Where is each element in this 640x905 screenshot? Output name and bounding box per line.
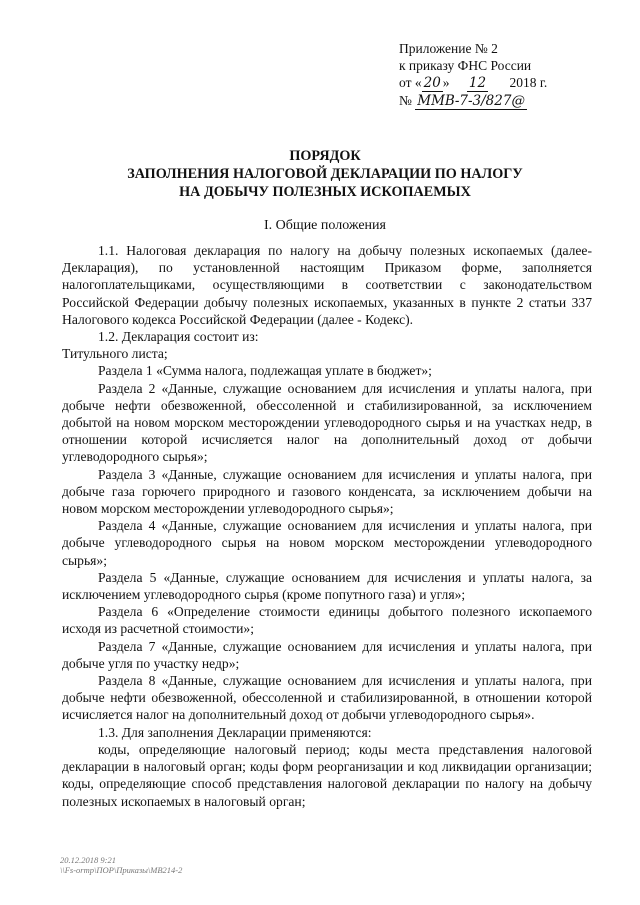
- annex-title: Приложение № 2: [399, 41, 498, 56]
- list-item-section-5: Раздела 5 «Данные, служащие основанием для исчисления и уплаты налога, за исключением углеводородного сырья (кроме попутного газа) и угля»;: [62, 569, 592, 603]
- annex-header: [399, 40, 599, 110]
- document-title: [60, 147, 590, 201]
- list-item-section-1: Раздела 1 «Сумма налога, подлежащая уплате в бюджет»;: [98, 363, 432, 379]
- annex-number: [399, 92, 599, 110]
- section-heading: I. Общие положения: [264, 218, 386, 233]
- paragraph-1-2: 1.2. Декларация состоит из:: [98, 329, 259, 345]
- list-item-section-3: Раздела 3 «Данные, служащие основанием для исчисления и уплаты налога, при добыче газа горючего природного и газового конденсата, за исключением добычи на новом морском месторождении углеводородного сырья»;: [62, 466, 592, 517]
- title-line-3: НА ДОБЫЧУ ПОЛЕЗНЫХ ИСКОПАЕМЫХ: [179, 184, 471, 200]
- handwritten-day: 20: [423, 75, 441, 91]
- list-item-title-sheet: Титульного листа;: [62, 346, 168, 362]
- list-item-section-6: Раздела 6 «Определение стоимости единицы добытого полезного ископаемого исходя из расчетной стоимости»;: [62, 604, 592, 637]
- list-item-section-2: Раздела 2 «Данные, служащие основанием для исчисления и уплаты налога, при добыче нефти обезвоженной, обессоленной и стабилизированной, за исключением добытой на новом морском месторождении углеводородного сырья и на участках недр, в отношении которой исчисляется налог на дополнительный доход от добычи углеводородного сырья»;: [62, 380, 592, 465]
- paragraph-1-1: 1.1. Налоговая декларация по налогу на добычу полезных ископаемых (далее- Декларация), по установленной настоящим Приказом форме, заполняется налогоплательщиками, осуществляющими в соответствии с законодательством Российской Федерации добычу полезных ископаемых, указанных в пункте 2 статьи 337 Налогового кодекса Российской Федерации (далее - Кодекс).: [62, 243, 592, 327]
- title-line-2: ЗАПОЛНЕНИЯ НАЛОГОВОЙ ДЕКЛАРАЦИИ ПО НАЛОГУ: [127, 166, 523, 182]
- footer-path: \\Fs-ormp\ПОР\Приказы\МВ214-2: [60, 865, 183, 875]
- handwritten-month: 12: [468, 75, 487, 91]
- date-prefix: от «: [399, 75, 422, 90]
- number-prefix: №: [399, 93, 412, 108]
- list-item-section-7: Раздела 7 «Данные, служащие основанием для исчисления и уплаты налога, при добыче угля по участку недр»;: [62, 638, 592, 671]
- annex-date: [399, 74, 599, 92]
- annex-order-ref: к приказу ФНС России: [399, 58, 532, 73]
- list-item-section-4: Раздела 4 «Данные, служащие основанием для исчисления и уплаты налога, при добыче углеводородного сырья на новом морском месторождении углеводородного сырья»;: [62, 518, 592, 568]
- file-footer: [60, 855, 182, 875]
- paragraph-1-3: 1.3. Для заполнения Декларации применяются:: [98, 724, 372, 740]
- list-item-section-8: Раздела 8 «Данные, служащие основанием для исчисления и уплаты налога, при добыче нефти обезвоженной, обессоленной и стабилизированной, в отношении которой исчисляется налог на дополнительный доход от добычи углеводородного сырья».: [62, 673, 592, 723]
- paragraph-codes: коды, определяющие налоговый период; коды места представления налоговой декларации в налоговый орган; коды форм реорганизации и код ликвидации организации; коды, определяющие способ представления налоговой декларации по налогу на добычу полезных ископаемых в налоговый орган;: [62, 741, 592, 809]
- document-body: [62, 242, 592, 810]
- title-line-1: ПОРЯДОК: [289, 148, 361, 164]
- footer-timestamp: 20.12.2018 9:21: [60, 855, 116, 865]
- date-year: 2018 г.: [509, 75, 548, 90]
- date-mid: »: [442, 75, 450, 90]
- handwritten-number: ММВ-7-3/827@: [417, 93, 525, 109]
